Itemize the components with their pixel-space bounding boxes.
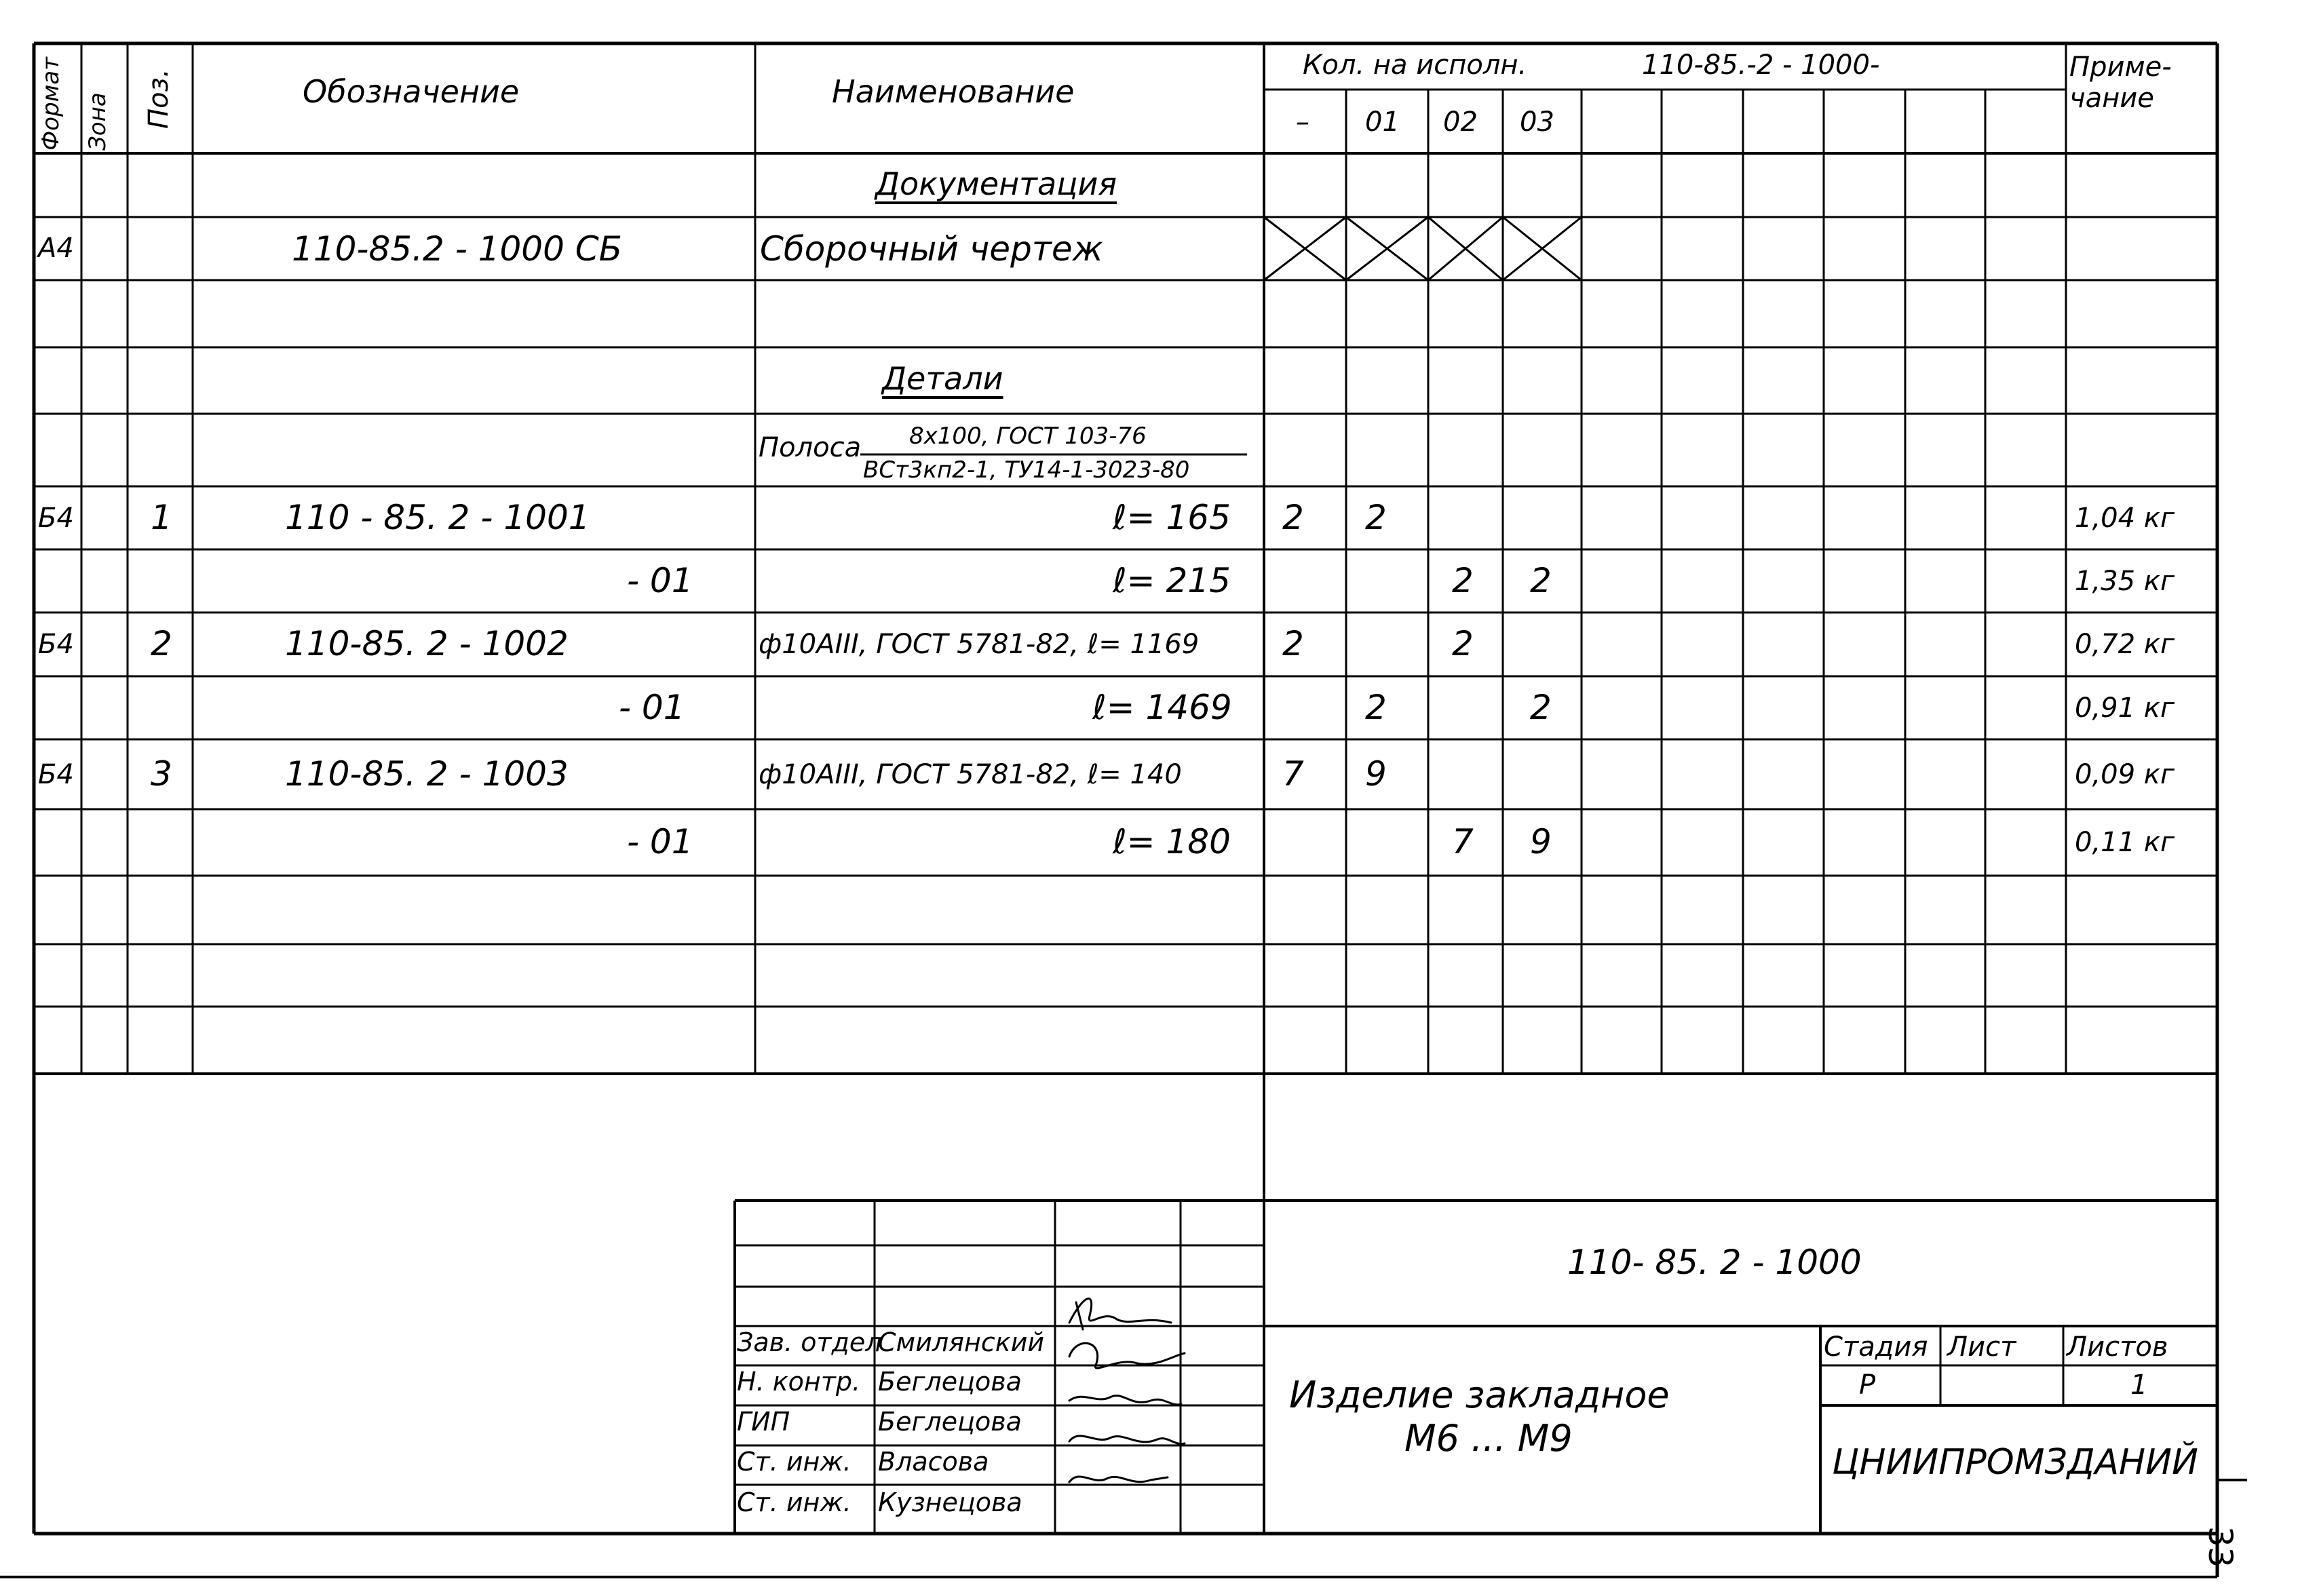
material-numerator: 8х100, ГОСТ 103-76 [909, 423, 1147, 450]
header-name: Наименование [832, 73, 1075, 110]
header-variant-02: 02 [1443, 106, 1478, 138]
table-row-name: ф10АIII, ГОСТ 5781-82, ℓ= 140 [759, 759, 1182, 790]
header-variant-01: 01 [1365, 106, 1400, 138]
staff-name: Беглецова [878, 1407, 1022, 1437]
table-row-pos: 3 [151, 754, 172, 794]
table-row-format: Б4 [38, 629, 74, 660]
table-row-qty-03: 9 [1530, 822, 1552, 861]
page-number: 33 [2201, 1526, 2239, 1568]
header-qty-doc: 110-85.-2 - 1000- [1642, 50, 1880, 81]
staff-name: Беглецова [878, 1367, 1022, 1397]
header-pos: Поз. [143, 69, 174, 129]
table-row-note: 0,91 кг [2075, 693, 2175, 724]
header-format: Формат [37, 57, 64, 151]
table-row-note: 0,09 кг [2075, 759, 2175, 790]
table-row-designation: - 01 [627, 822, 693, 861]
staff-name: Кузнецова [878, 1487, 1022, 1517]
assembly-designation: 110-85.2 - 1000 СБ [292, 229, 622, 269]
title-organization: ЦНИИПРОМЗДАНИЙ [1832, 1442, 2198, 1483]
table-row-qty-base: 7 [1282, 754, 1304, 794]
table-row-qty-01: 2 [1365, 498, 1387, 537]
table-row-name: ℓ= 215 [1113, 561, 1231, 600]
staff-role: ГИП [737, 1407, 790, 1437]
staff-name: Смилянский [878, 1327, 1045, 1357]
table-row-note: 1,04 кг [2075, 503, 2175, 534]
staff-role: Ст. инж. [737, 1487, 851, 1517]
table-row-pos: 1 [151, 498, 172, 537]
staff-role: Зав. отдел [737, 1327, 882, 1357]
table-row-designation: - 01 [619, 688, 685, 727]
table-row-qty-base: 2 [1282, 624, 1304, 663]
staff-name: Власова [878, 1447, 989, 1477]
table-row-name: ф10АIII, ГОСТ 5781-82, ℓ= 1169 [759, 629, 1200, 660]
table-row-qty-02: 7 [1452, 822, 1474, 861]
title-item-name-line1: Изделие закладное [1289, 1374, 1670, 1416]
table-row-designation: - 01 [627, 561, 693, 600]
table-row-name: ℓ= 180 [1113, 822, 1231, 861]
header-variant-base: – [1296, 106, 1309, 138]
table-row-format: Б4 [38, 759, 74, 790]
table-row-designation: 110 - 85. 2 - 1001 [285, 498, 590, 537]
table-row-qty-03: 2 [1530, 688, 1552, 727]
section-documentation: Документация [875, 166, 1117, 202]
title-stage-value: Р [1859, 1369, 1876, 1401]
table-row-designation: 110-85. 2 - 1003 [285, 754, 569, 794]
header-variant-03: 03 [1520, 106, 1554, 138]
staff-role: Ст. инж. [737, 1447, 851, 1477]
header-designation: Обозначение [303, 73, 520, 110]
material-prefix: Полоса [759, 432, 862, 463]
section-details: Детали [882, 360, 1003, 397]
assembly-name: Сборочный чертеж [760, 229, 1103, 269]
title-item-name-line2: М6 ... М9 [1404, 1417, 1573, 1460]
table-row-designation: 110-85. 2 - 1002 [285, 624, 569, 663]
table-row-qty-02: 2 [1452, 561, 1474, 600]
table-row-name: ℓ= 1469 [1092, 688, 1232, 727]
table-row-note: 1,35 кг [2075, 566, 2175, 597]
table-row-name: ℓ= 165 [1113, 498, 1231, 537]
signatures-image [1056, 1289, 1191, 1492]
assembly-format: А4 [38, 233, 74, 264]
table-row-note: 0,72 кг [2075, 629, 2175, 660]
table-row-qty-03: 2 [1530, 561, 1552, 600]
header-qty-title: Кол. на исполн. [1303, 50, 1527, 81]
table-row-note: 0,11 кг [2075, 827, 2175, 858]
material-denominator: ВСт3кп2-1, ТУ14-1-3023-80 [863, 456, 1190, 484]
table-row-pos: 2 [151, 624, 172, 663]
title-doc-number: 110- 85. 2 - 1000 [1567, 1243, 1862, 1282]
table-row-qty-01: 2 [1365, 688, 1387, 727]
header-zone: Зона [84, 92, 111, 151]
title-stage-label: Стадия [1824, 1331, 1928, 1363]
title-sheet-label: Лист [1947, 1331, 2016, 1363]
table-row-qty-base: 2 [1282, 498, 1304, 537]
header-note: Приме- чание [2069, 52, 2172, 114]
title-sheets-label: Листов [2067, 1331, 2168, 1363]
staff-role: Н. контр. [737, 1367, 861, 1397]
table-row-format: Б4 [38, 503, 74, 534]
table-row-qty-02: 2 [1452, 624, 1474, 663]
table-row-qty-01: 9 [1365, 754, 1387, 794]
title-sheets-value: 1 [2130, 1369, 2148, 1401]
